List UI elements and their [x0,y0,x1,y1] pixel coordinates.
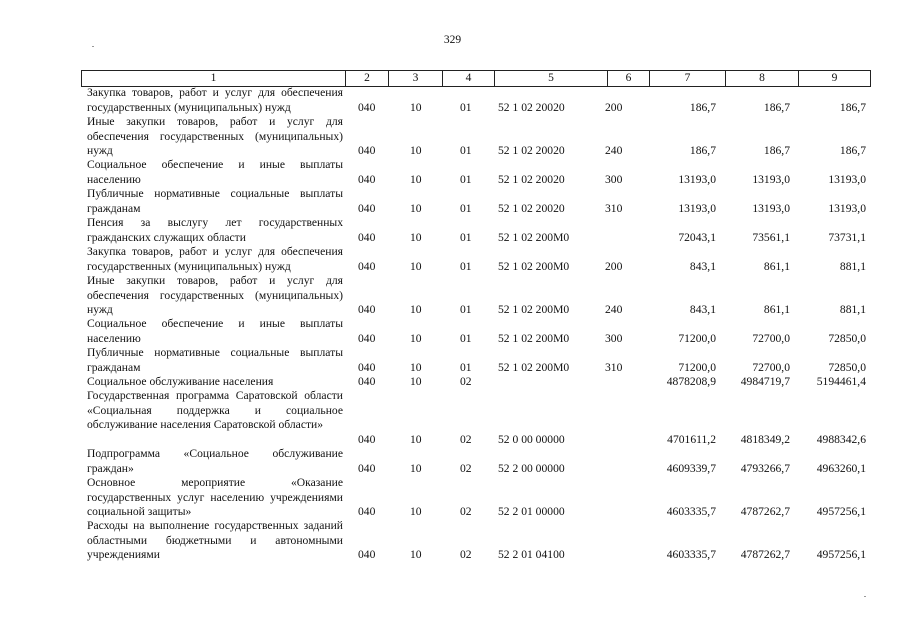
header-col-1: 1 [210,72,217,84]
cell-col4: 02 [460,504,472,518]
cell-col7: 13193,0 [678,201,716,215]
cell-col4: 01 [460,302,472,316]
cell-col3: 10 [410,547,422,561]
table-row [0,375,905,389]
cell-col2: 040 [358,331,376,345]
row-description: Закупка товаров, работ и услуг для обеспечения государственных (муниципальных) нужд [87,245,343,273]
cell-col4: 01 [460,143,472,157]
cell-col9: 72850,0 [828,331,866,345]
row-description: Пенсия за выслугу лет государственных гражданских служащих области [87,216,343,244]
cell-col9: 4957256,1 [816,504,866,518]
cell-col7: 71200,0 [678,331,716,345]
cell-col4: 01 [460,259,472,273]
cell-col5: 52 1 02 200М0 [498,331,570,345]
table-row [0,447,905,476]
header-col-3: 3 [388,71,442,86]
table-row [0,317,905,346]
cell-col7: 186,7 [689,100,716,114]
cell-col4: 01 [460,230,472,244]
cell-col7: 72043,1 [678,230,716,244]
cell-col3: 10 [410,461,422,475]
cell-col8: 4787262,7 [740,504,790,518]
table-row [0,216,905,245]
cell-col4: 02 [460,374,472,388]
cell-col5: 52 1 02 20020 [498,100,565,114]
cell-col9: 13193,0 [828,172,866,186]
table-row [0,115,905,158]
cell-col8: 186,7 [763,100,790,114]
cell-col5: 52 2 01 00000 [498,504,565,518]
cell-col9: 4988342,6 [816,432,866,446]
row-description: Публичные нормативные социальные выплаты гражданам [87,346,343,374]
scan-speck [864,596,866,597]
cell-col4: 02 [460,461,472,475]
cell-col8: 4818349,2 [740,432,790,446]
cell-col7: 4878208,9 [666,374,716,388]
cell-col2: 040 [358,504,376,518]
cell-col8: 13193,0 [752,172,790,186]
cell-col5: 52 1 02 200М0 [498,259,570,273]
cell-col9: 5194461,4 [816,374,866,388]
cell-col9: 13193,0 [828,201,866,215]
cell-col3: 10 [410,302,422,316]
cell-col3: 10 [410,100,422,114]
cell-col5: 52 1 02 200М0 [498,230,570,244]
cell-col8: 861,1 [763,259,790,273]
cell-col9: 72850,0 [828,360,866,374]
cell-col2: 040 [358,259,376,273]
cell-col2: 040 [358,143,376,157]
cell-col3: 10 [410,331,422,345]
cell-col7: 4603335,7 [666,504,716,518]
header-col-9: 9 [798,71,870,86]
cell-col3: 10 [410,172,422,186]
cell-col5: 52 1 02 200М0 [498,302,570,316]
cell-col6: 200 [605,100,623,114]
cell-col3: 10 [410,259,422,273]
table-row [0,187,905,216]
cell-col8: 73561,1 [752,230,790,244]
row-description: Государственная программа Саратовской области «Социальная поддержка и социальное обслуживание населения Саратовской области» [87,389,343,431]
cell-col6: 310 [605,201,623,215]
cell-col3: 10 [410,432,422,446]
header-col-7: 7 [649,71,725,86]
cell-col8: 4787262,7 [740,547,790,561]
cell-col3: 10 [410,230,422,244]
row-description: Закупка товаров, работ и услуг для обеспечения государственных (муниципальных) нужд [87,86,343,114]
table-row [0,86,905,115]
row-description: Основное мероприятие «Оказание государственных услуг населению учреждениями социальной защиты» [87,476,343,518]
cell-col6: 310 [605,360,623,374]
cell-col4: 02 [460,547,472,561]
cell-col3: 10 [410,143,422,157]
cell-col6: 300 [605,331,623,345]
row-description: Публичные нормативные социальные выплаты гражданам [87,187,343,215]
cell-col2: 040 [358,461,376,475]
cell-col2: 040 [358,374,376,388]
cell-col6: 300 [605,172,623,186]
cell-col8: 4984719,7 [740,374,790,388]
cell-col8: 186,7 [763,143,790,157]
header-col-4: 4 [442,71,494,86]
cell-col4: 01 [460,172,472,186]
cell-col9: 186,7 [839,100,866,114]
cell-col7: 843,1 [689,259,716,273]
cell-col2: 040 [358,230,376,244]
table-header [81,70,871,87]
cell-col5: 52 2 01 04100 [498,547,565,561]
cell-col2: 040 [358,432,376,446]
table-row [0,274,905,317]
row-description: Социальное обеспечение и иные выплаты населению [87,158,343,186]
cell-col3: 10 [410,201,422,215]
cell-col6: 240 [605,143,623,157]
cell-col9: 186,7 [839,143,866,157]
cell-col4: 01 [460,331,472,345]
table-row [0,476,905,519]
table-row [0,245,905,274]
cell-col7: 4701611,2 [667,432,716,446]
cell-col5: 52 0 00 00000 [498,432,565,446]
cell-col8: 4793266,7 [740,461,790,475]
cell-col4: 01 [460,100,472,114]
cell-col8: 72700,0 [752,331,790,345]
row-description: Социальное обслуживание населения [87,375,274,388]
cell-col7: 4609339,7 [666,461,716,475]
cell-col5: 52 1 02 20020 [498,143,565,157]
scan-speck [92,46,94,47]
page-number: 329 [443,34,462,46]
header-col-8: 8 [725,71,798,86]
row-description: Расходы на выполнение государственных заданий областными бюджетными и автономными учреждениями [87,519,343,561]
table-row [0,158,905,187]
cell-col8: 13193,0 [752,201,790,215]
row-description: Подпрограмма «Социальное обслуживание граждан» [87,447,343,475]
cell-col2: 040 [358,100,376,114]
cell-col6: 240 [605,302,623,316]
cell-col9: 4957256,1 [816,547,866,561]
cell-col9: 4963260,1 [816,461,866,475]
cell-col2: 040 [358,172,376,186]
header-col-5: 5 [494,71,607,86]
table-row [0,519,905,562]
cell-col6: 200 [605,259,623,273]
cell-col5: 52 1 02 200М0 [498,360,570,374]
row-description: Социальное обеспечение и иные выплаты населению [87,317,343,345]
cell-col5: 52 1 02 20020 [498,201,565,215]
cell-col2: 040 [358,547,376,561]
cell-col8: 72700,0 [752,360,790,374]
cell-col7: 71200,0 [678,360,716,374]
cell-col2: 040 [358,302,376,316]
table-row [0,389,905,447]
cell-col4: 02 [460,432,472,446]
cell-col7: 13193,0 [678,172,716,186]
cell-col3: 10 [410,504,422,518]
cell-col2: 040 [358,201,376,215]
cell-col3: 10 [410,360,422,374]
row-description: Иные закупки товаров, работ и услуг для обеспечения государственных (муниципальных) нужд [87,115,343,157]
cell-col2: 040 [358,360,376,374]
cell-col9: 73731,1 [828,230,866,244]
cell-col4: 01 [460,360,472,374]
cell-col9: 881,1 [839,259,866,273]
cell-col7: 186,7 [689,143,716,157]
cell-col8: 861,1 [763,302,790,316]
header-col-2: 2 [345,71,388,86]
cell-col7: 4603335,7 [666,547,716,561]
header-col-6: 6 [607,71,649,86]
cell-col7: 843,1 [689,302,716,316]
cell-col5: 52 1 02 20020 [498,172,565,186]
cell-col9: 881,1 [839,302,866,316]
cell-col3: 10 [410,374,422,388]
table-row [0,346,905,375]
row-description: Иные закупки товаров, работ и услуг для обеспечения государственных (муниципальных) нужд [87,274,343,316]
cell-col5: 52 2 00 00000 [498,461,565,475]
cell-col4: 01 [460,201,472,215]
